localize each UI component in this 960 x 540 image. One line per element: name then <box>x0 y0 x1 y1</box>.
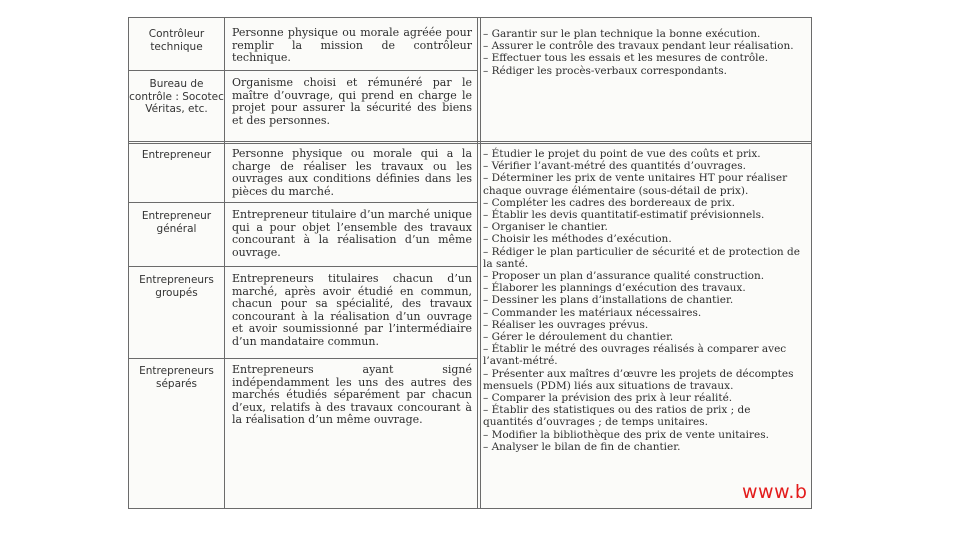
task-item: – Choisir les méthodes d’exécution. <box>483 233 672 246</box>
task-item: – Élaborer les plannings d’exécution des travaux. <box>483 282 746 295</box>
task-item: – Gérer le déroulement du chantier. <box>483 331 674 344</box>
definition-cell: Entrepreneur titulaire d’un marché unique qui a pour objet l’ensemble des travaux concourant à la réalisation d’un même ouvrage. <box>232 208 472 259</box>
task-item: – Compléter les cadres des bordereaux de prix. <box>483 196 735 209</box>
task-item: – Vérifier l’avant-métré des quantités d’ouvrages. <box>483 160 746 173</box>
column-divider <box>477 18 478 508</box>
task-item: – Établir les devis quantitatif-estimatif prévisionnels. <box>483 209 765 222</box>
task-item: – Présenter aux maîtres d’œuvre les projets de décomptes mensuels (PDM) liés aux situations de travaux. <box>483 367 794 392</box>
task-item: – Rédiger le plan particulier de sécurité et de protection de la santé. <box>483 245 800 270</box>
task-item: – Déterminer les prix de vente unitaires HT pour réaliser chaque ouvrage élémentaire (sous-détail de prix). <box>483 172 788 197</box>
role-cell: Entrepreneur <box>141 149 212 161</box>
role-cell: Entrepreneurs groupés <box>139 274 214 299</box>
entrepreneur-task-list <box>483 148 801 453</box>
row-divider <box>129 266 478 267</box>
definition-cell: Entrepreneurs ayant signé indépendamment les uns des autres des marchés étudiés séparément par chacun d’eux, relatifs à des travaux concourant à la réalisation d’un même ouvrage. <box>232 363 472 427</box>
task-item: – Garantir sur le plan technique la bonne exécution. <box>483 28 761 40</box>
task-item: – Organiser le chantier. <box>483 221 608 234</box>
definition-cell: Personne physique ou morale qui a la charge de réaliser les travaux ou les ouvrages aux conditions définies dans les pièces du marché. <box>232 147 472 198</box>
task-item: – Commander les matériaux nécessaires. <box>483 306 702 319</box>
task-item: – Établir le métré des ouvrages réalisés à comparer avec l’avant-métré. <box>483 343 787 368</box>
task-item: – Rédiger les procès-verbaux correspondants. <box>483 64 727 77</box>
task-item: – Dessiner les plans d’installations de chantier. <box>483 294 734 307</box>
task-item: – Effectuer tous les essais et les mesures de contrôle. <box>483 52 769 65</box>
row-divider <box>129 202 478 203</box>
task-item: – Modifier la bibliothèque des prix de vente unitaires. <box>483 428 769 441</box>
task-item: – Proposer un plan d’assurance qualité construction. <box>483 270 765 283</box>
column-divider <box>224 18 225 508</box>
responsibilities-table <box>128 17 812 509</box>
role-cell: Bureau de contrôle : Socotec Véritas, etc. <box>129 78 224 115</box>
role-cell: Entrepreneurs séparés <box>139 365 214 390</box>
task-item: – Établir des statistiques ou des ratios de prix ; de quantités d’ouvrages ; de temps unitaires. <box>483 404 751 429</box>
task-item: – Réaliser les ouvrages prévus. <box>483 318 649 331</box>
row-divider <box>129 141 811 142</box>
task-item: – Analyser le bilan de fin de chantier. <box>483 440 681 453</box>
definition-cell: Organisme choisi et rémunéré par le maître d’ouvrage, qui prend en charge le projet pour assurer la sécurité des biens et des personnes. <box>232 76 472 127</box>
column-divider <box>480 18 481 508</box>
watermark: www.b <box>742 481 808 503</box>
task-item: – Comparer la prévision des prix à leur réalité. <box>483 392 733 405</box>
task-item: – Assurer le contrôle des travaux pendant leur réalisation. <box>483 40 794 53</box>
task-item: – Étudier le projet du point de vue des coûts et prix. <box>483 148 761 160</box>
definition-cell: Personne physique ou morale agréée pour remplir la mission de contrôleur technique. <box>232 26 472 65</box>
row-divider <box>129 143 811 144</box>
role-cell: Entrepreneur général <box>141 210 212 235</box>
definition-cell: Entrepreneurs titulaires chacun d’un marché, après avoir étudié en commun, chacun pour sa spécialité, des travaux concourant à la réalisation d’un ouvrage et avoir soumissionné par l’intermédiaire d’un mandataire commun. <box>232 272 472 348</box>
row-divider <box>129 358 478 359</box>
row-divider <box>129 70 478 71</box>
role-cell: Contrôleur technique <box>148 28 205 53</box>
controleur-task-list <box>483 28 801 77</box>
